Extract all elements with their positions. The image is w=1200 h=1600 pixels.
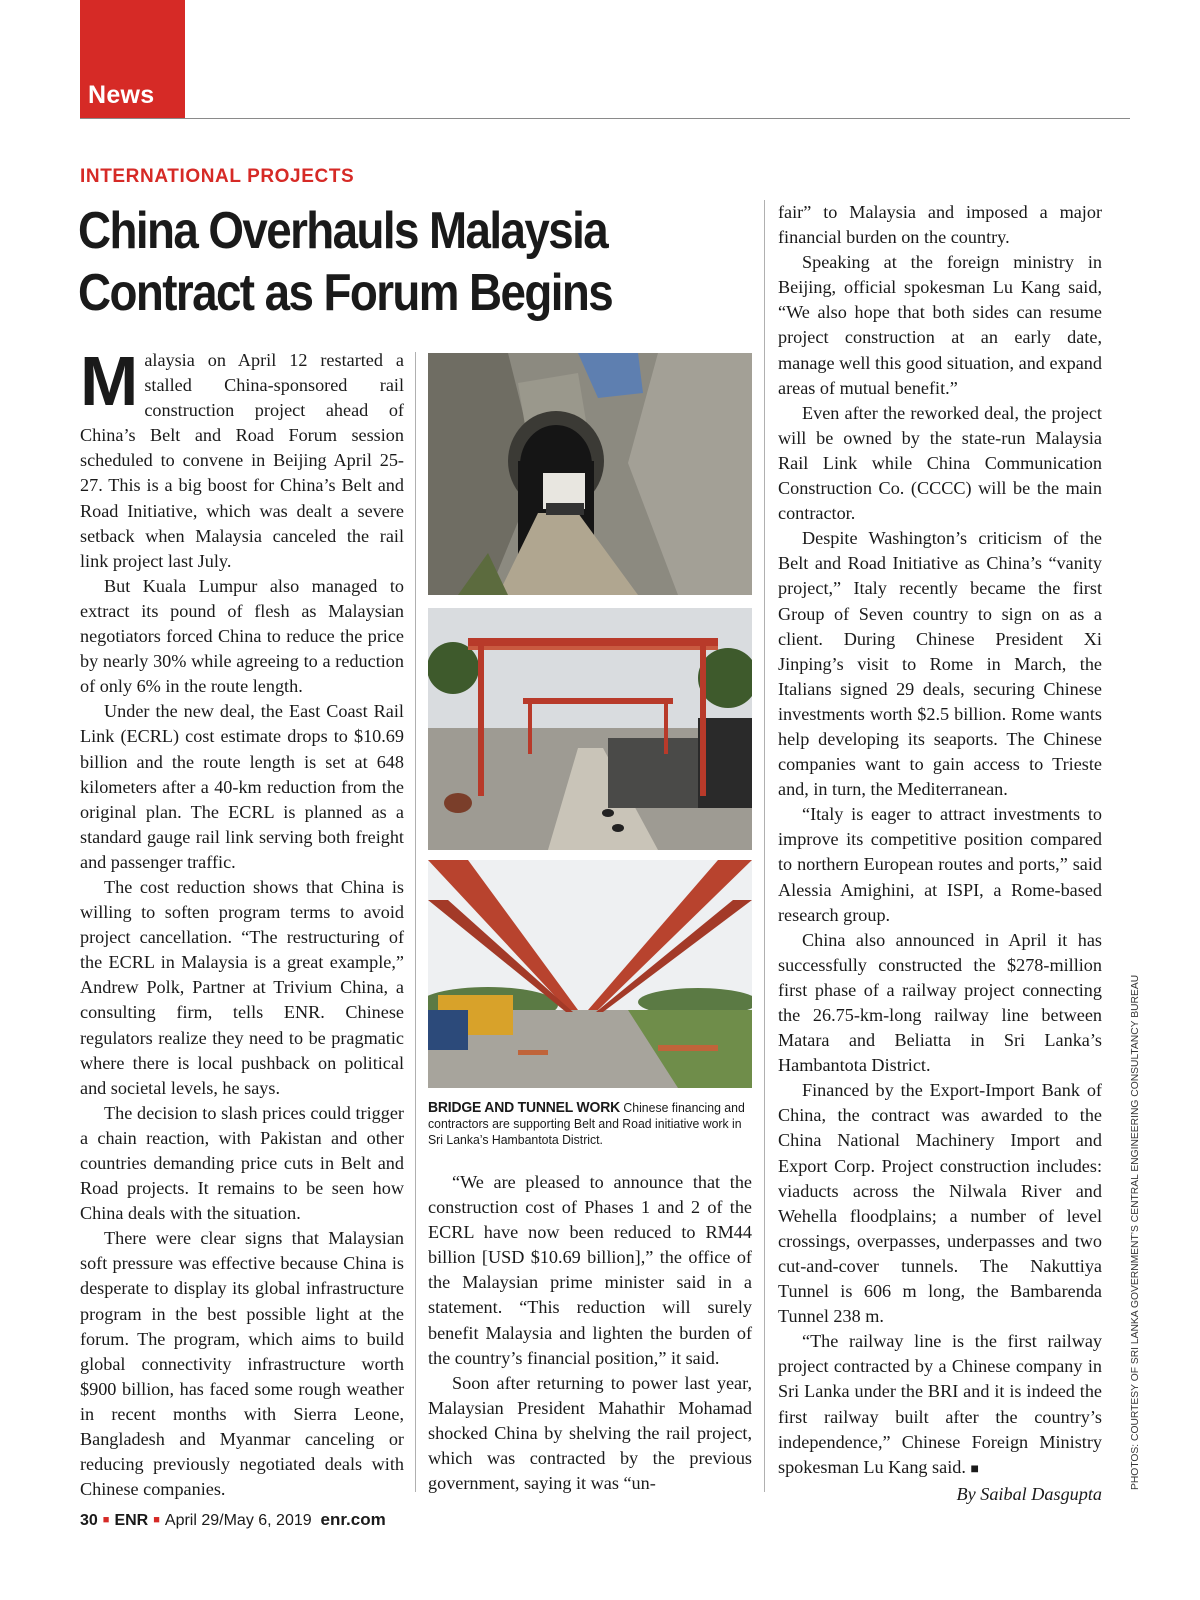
paragraph-text: “The railway line is the first railway project contracted by a Chinese company in Sri Lanka under the BRI and it is indeed the first railway built after the country’s independence,” Chinese Foreign Ministry spokesman Lu Kang said. [778,1331,1102,1477]
paragraph: “Italy is eager to attract investments to improve its competitive position compared to northern European routes and ports,” said Alessia Amighini, at ISPI, a Rome-based research group. [778,804,1102,925]
page-number: 30 [80,1512,98,1529]
column-1 [80,342,404,1502]
photo-credit-text: PHOTOS: COURTESY OF SRI LANKA GOVERNMENT’S CENTRAL ENGINEERING CONSULTANCY BUREAU [1130,974,1141,1490]
photo-bridge-girders [428,860,752,1088]
photo-credit [1130,974,1148,1490]
caption-lead: BRIDGE AND TUNNEL WORK [428,1099,620,1116]
paragraph: But Kuala Lumpur also managed to extract its pound of flesh as Malaysian negotiators forced China to reduce the price by nearly 30% while agreeing to a reduction of only 6% in the route length. [80,575,404,697]
paragraph: The cost reduction shows that China is willing to soften program terms to avoid project cancellation. “The restructuring of the ECRL in Malaysia is a great example,” Andrew Polk, Partner at Trivium China, a consulting firm, tells ENR. Chinese regulators realize they need to be pragmatic where there is local pushback on political and societal levels, he says. [80,876,404,1098]
paragraph: Even after the reworked deal, the project will be owned by the state-run Malaysia Rail Link while China Communication Construction Co. (CCCC) will be the main contractor. [778,402,1102,524]
paragraph: “We are pleased to announce that the construction cost of Phases 1 and 2 of the ECRL have now been reduced to RM44 billion [USD $10.69 billion],” the office of the Malaysian prime minister said in a statement. “This reduction will surely benefit Malaysia and lighten the burden of the country’s financial position,” it said. [428,1172,752,1368]
column-3 [778,200,1102,1507]
paragraph [778,1329,1102,1482]
website: enr.com [320,1510,386,1529]
drop-cap: M [80,342,139,420]
paragraph: Under the new deal, the East Coast Rail Link (ECRL) cost estimate drops to $10.69 billion and the route length is set at 648 kilometers after a 40-km reduction from the original plan. The ECRL is planned as a standard gauge rail link serving both freight and passenger traffic. [80,701,404,872]
paragraph-text: alaysia on April 12 restarted a stalled China-sponsored rail construction project ahead of China’s Belt and Road Forum session scheduled to convene in Beijing April 25-27. This is a big boost for China’s Belt and Road Initiative, which was dealt a severe setback when Malaysia canceled the rail link project last July. [80,350,404,571]
headline: China Overhauls Malaysia Contract as Forum Begins [78,202,613,322]
byline: By Saibal Dasgupta [956,1483,1102,1504]
paragraph: There were clear signs that Malaysian soft pressure was effective because China is desperate to display its global infrastructure program in the best possible light at the forum. The program, which aims to build global connectivity infrastructure worth $900 billion, has faced some rough weather in recent months with Sierra Leone, Bangladesh and Myanmar canceling or reducing previously negotiated deals with Chinese companies. [80,1228,404,1500]
photo-caption [428,1100,752,1148]
footer-separator: ■ [153,1514,160,1526]
section-tab [80,0,185,118]
publication-name: ENR [114,1512,149,1529]
page-footer [80,1510,386,1530]
section-tab-label: News [88,81,155,109]
paragraph: The decision to slash prices could trigger a chain reaction, with Pakistan and other countries demanding price cuts in Belt and Road projects. It remains to be seen how China deals with the situation. [80,1102,404,1224]
column-2 [428,1170,752,1496]
issue-date: April 29/May 6, 2019 [164,1512,312,1529]
column-divider [415,352,416,1492]
paragraph: Soon after returning to power last year, Malaysian President Mahathir Mohamad shocked China by shelving the rail project, which was contracted by the previous government, saying it was “un- [428,1372,752,1494]
footer-separator: ■ [102,1514,110,1526]
photo-tunnel [428,353,752,595]
paragraph: Despite Washington’s criticism of the Belt and Road Initiative as China’s “vanity project,” Italy recently became the first Group of Seven country to sign on as a client. During Chinese President Xi Jinping’s visit to Rome in March, the Italians signed 29 deals, securing Chinese investments worth $2.5 billion. Rome wants help developing its seaports. The Chinese companies want to gain access to Trieste and, in turn, the Mediterranean. [778,528,1102,800]
paragraph: Financed by the Export-Import Bank of China, the contract was awarded to the China National Machinery Import and Export Corp. Project construction includes: viaducts across the Nilwala River and Wehella floodplains; a number of level crossings, overpasses, underpasses and two cut-and-cover tunnels. The Nakuttiya Tunnel is 606 m long, the Bambarenda Tunnel 238 m. [778,1080,1102,1327]
caption-text: Chinese financing and contractors are supporting Belt and Road initiative work in Sri Lanka’s Hambantota District. [428,1100,745,1147]
photo-gantry-cranes [428,608,752,850]
paragraph: China also announced in April it has successfully constructed the $278-million first phase of a railway project connecting the 26.75-km-long railway line between Matara and Beliatta in Sri Lanka’s Hambantota District. [778,929,1102,1076]
end-mark: ■ [970,1461,979,1477]
paragraph: Speaking at the foreign ministry in Beijing, official spokesman Lu Kang said, “We also hope that both sides can resume project construction at an early date, manage well this good situation, and expand areas of mutual benefit.” [778,252,1102,398]
paragraph: fair” to Malaysia and imposed a major financial burden on the country. [778,202,1102,248]
top-rule [80,118,1130,119]
paragraph [80,342,404,574]
column-divider [764,200,765,1492]
kicker: INTERNATIONAL PROJECTS [80,166,355,187]
